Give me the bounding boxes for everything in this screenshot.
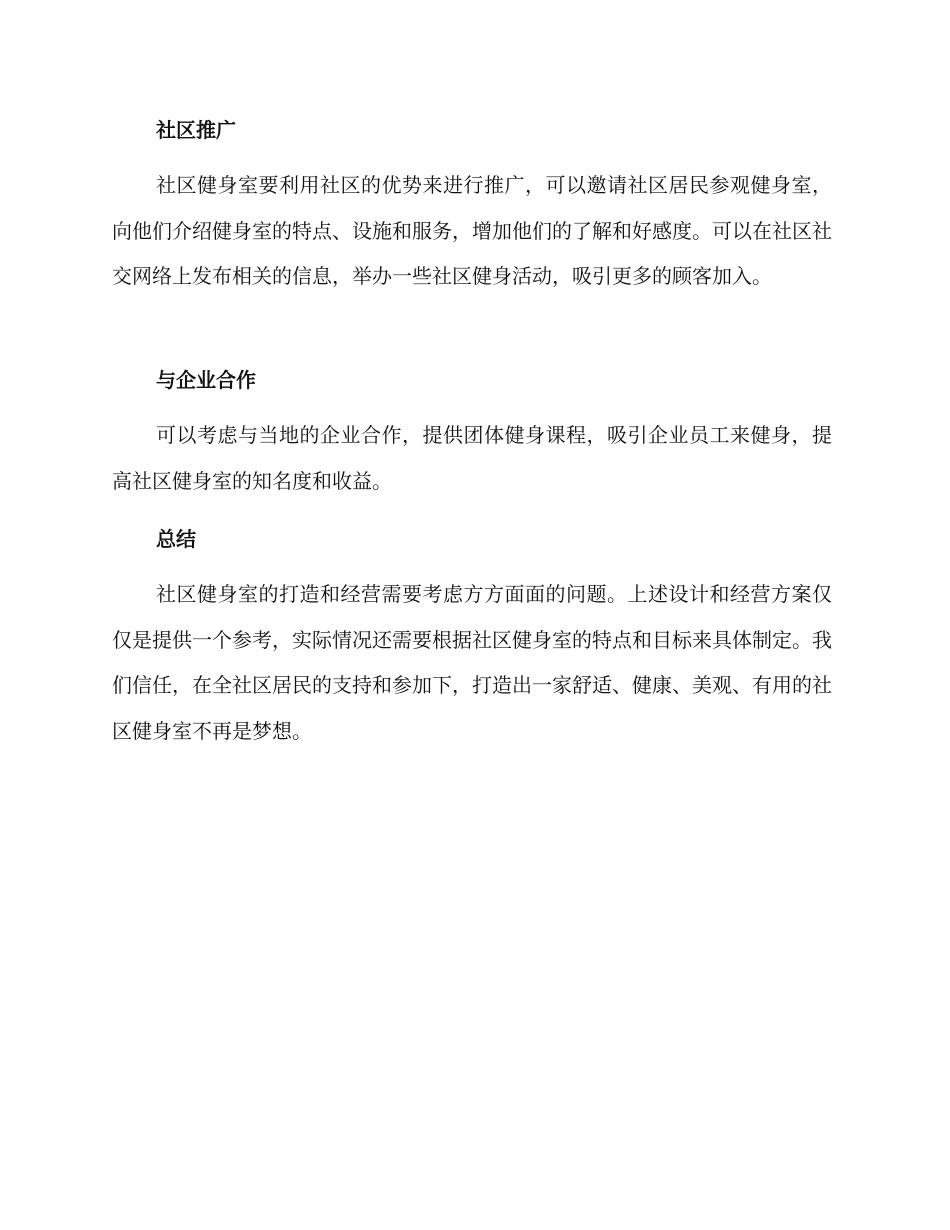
section-heading-community-promotion: 社区推广 (156, 118, 236, 142)
section-heading-enterprise-cooperation: 与企业合作 (156, 368, 256, 392)
section-body-community-promotion: 社区健身室要利用社区的优势来进行推广，可以邀请社区居民参观健身室，向他们介绍健身室的特点、设施和服务，增加他们的了解和好感度。可以在社区社交网络上发布相关的信息，举办一些社区健身活动，吸引更多的顾客加入。 (112, 173, 832, 288)
section-body-summary: 社区健身室的打造和经营需要考虑方方面面的问题。上述设计和经营方案仅仅是提供一个参考，实际情况还需要根据社区健身室的特点和目标来具体制定。我们信任，在全社区居民的支持和参加下，打造出一家舒适、健康、美观、有用的社区健身室不再是梦想。 (112, 582, 832, 743)
section-body-enterprise-cooperation: 可以考虑与当地的企业合作，提供团体健身课程，吸引企业员工来健身，提高社区健身室的知名度和收益。 (112, 423, 832, 493)
section-heading-summary: 总结 (156, 527, 196, 551)
